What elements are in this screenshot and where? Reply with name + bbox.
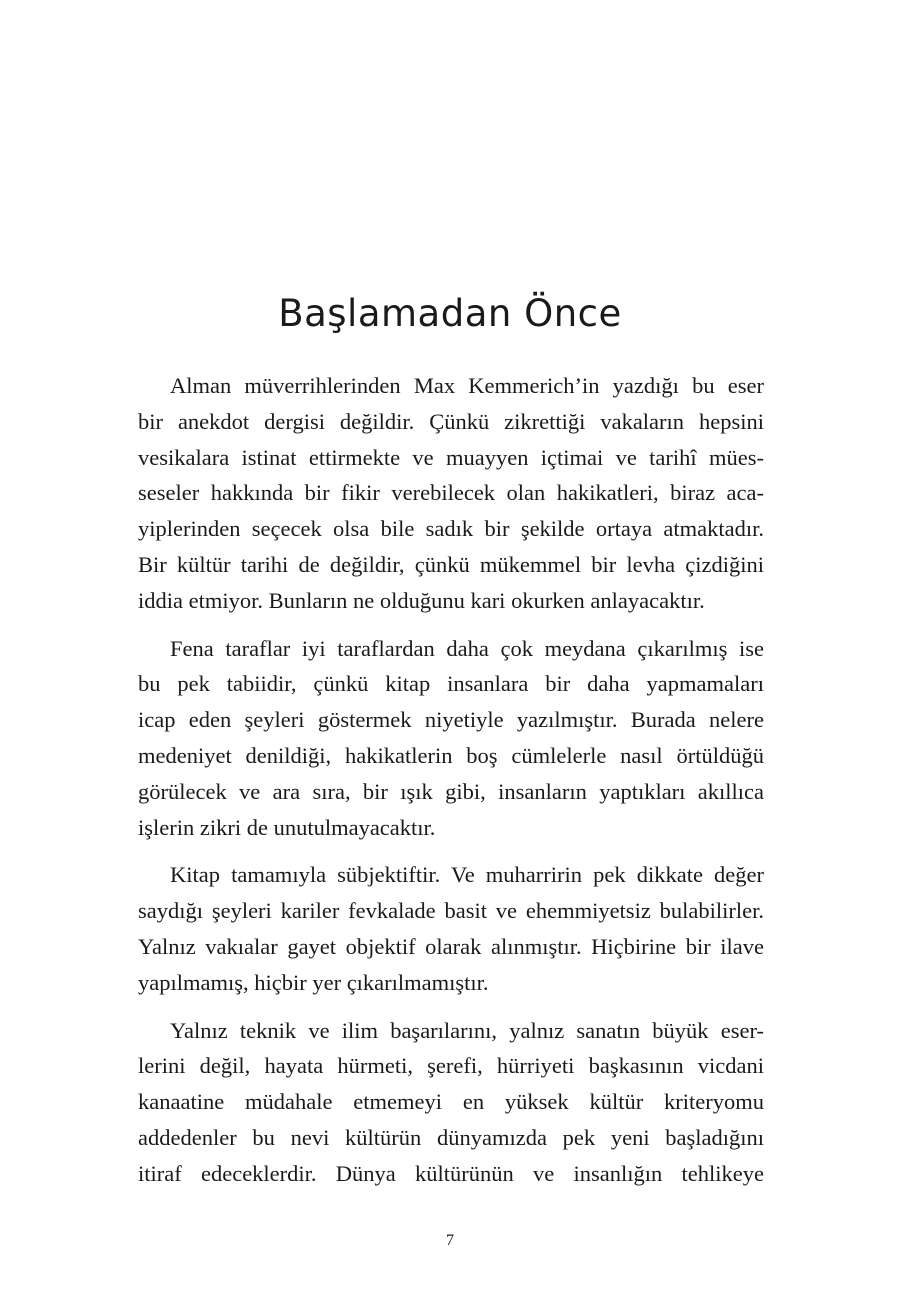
text-line: Fena taraflar iyi taraflardan daha çok meydana çıkarılmış ise — [170, 635, 764, 661]
text-line: yapılmamış, hiçbir yer çıkarılmamıştır. — [138, 969, 489, 995]
text-line: lerini değil, hayata hürmeti, şerefi, hürriyeti başkasının vicdani — [138, 1053, 764, 1079]
text-line: iddia etmiyor. Bunların ne olduğunu kari okurken anlayacaktır. — [138, 587, 705, 613]
text-line: vesikalara istinat ettirmekte ve muayyen içtimai ve tarihî mües- — [138, 444, 764, 470]
text-line: seseler hakkında bir fikir verebilecek olan hakikatleri, biraz aca- — [138, 480, 764, 506]
text-line: bu pek tabiidir, çünkü kitap insanlara bir daha yapmamaları — [138, 671, 764, 697]
paragraph-3 — [138, 857, 764, 1000]
text-line: işlerin zikri de unutulmayacaktır. — [138, 814, 436, 840]
paragraph-1 — [138, 368, 764, 619]
text-line: Bir kültür tarihi de değildir, çünkü mükemmel bir levha çizdiğini — [138, 551, 764, 577]
text-line: itiraf edeceklerdir. Dünya kültürünün ve insanlığın tehlikeye — [138, 1160, 764, 1186]
text-line: Alman müverrihlerinden Max Kemmerich’in yazdığı bu eser — [170, 373, 764, 398]
text-line: görülecek ve ara sıra, bir ışık gibi, insanların yaptıkları akıllıca — [138, 778, 764, 804]
body-text — [138, 368, 764, 1204]
text-line: yiplerinden seçecek olsa bile sadık bir şekilde ortaya atmaktadır. — [138, 516, 764, 542]
page-number: 7 — [446, 1232, 454, 1249]
text-line: kanaatine müdahale etmemeyi en yüksek kültür kriteryomu — [138, 1089, 764, 1115]
chapter-title: Başlamadan Önce — [278, 292, 622, 335]
text-line: icap eden şeyleri göstermek niyetiyle yazılmıştır. Burada nelere — [138, 707, 764, 733]
text-line: Yalnız vakıalar gayet objektif olarak alınmıştır. Hiçbirine bir ilave — [138, 933, 764, 959]
text-line: bir anekdot dergisi değildir. Çünkü zikrettiği vakaların hepsini — [138, 408, 764, 434]
text-line: Kitap tamamıyla sübjektiftir. Ve muharririn pek dikkate değer — [170, 862, 764, 888]
paragraph-2 — [138, 631, 764, 846]
text-line: addedenler bu nevi kültürün dünyamızda pek yeni başladığını — [138, 1124, 764, 1150]
text-line: saydığı şeyleri kariler fevkalade basit ve ehemmiyetsiz bulabilirler. — [138, 898, 764, 924]
paragraph-4 — [138, 1013, 764, 1192]
text-line: medeniyet denildiği, hakikatlerin boş cümlelerle nasıl örtüldüğü — [138, 742, 764, 768]
text-line: Yalnız teknik ve ilim başarılarını, yalnız sanatın büyük eser- — [170, 1017, 764, 1043]
